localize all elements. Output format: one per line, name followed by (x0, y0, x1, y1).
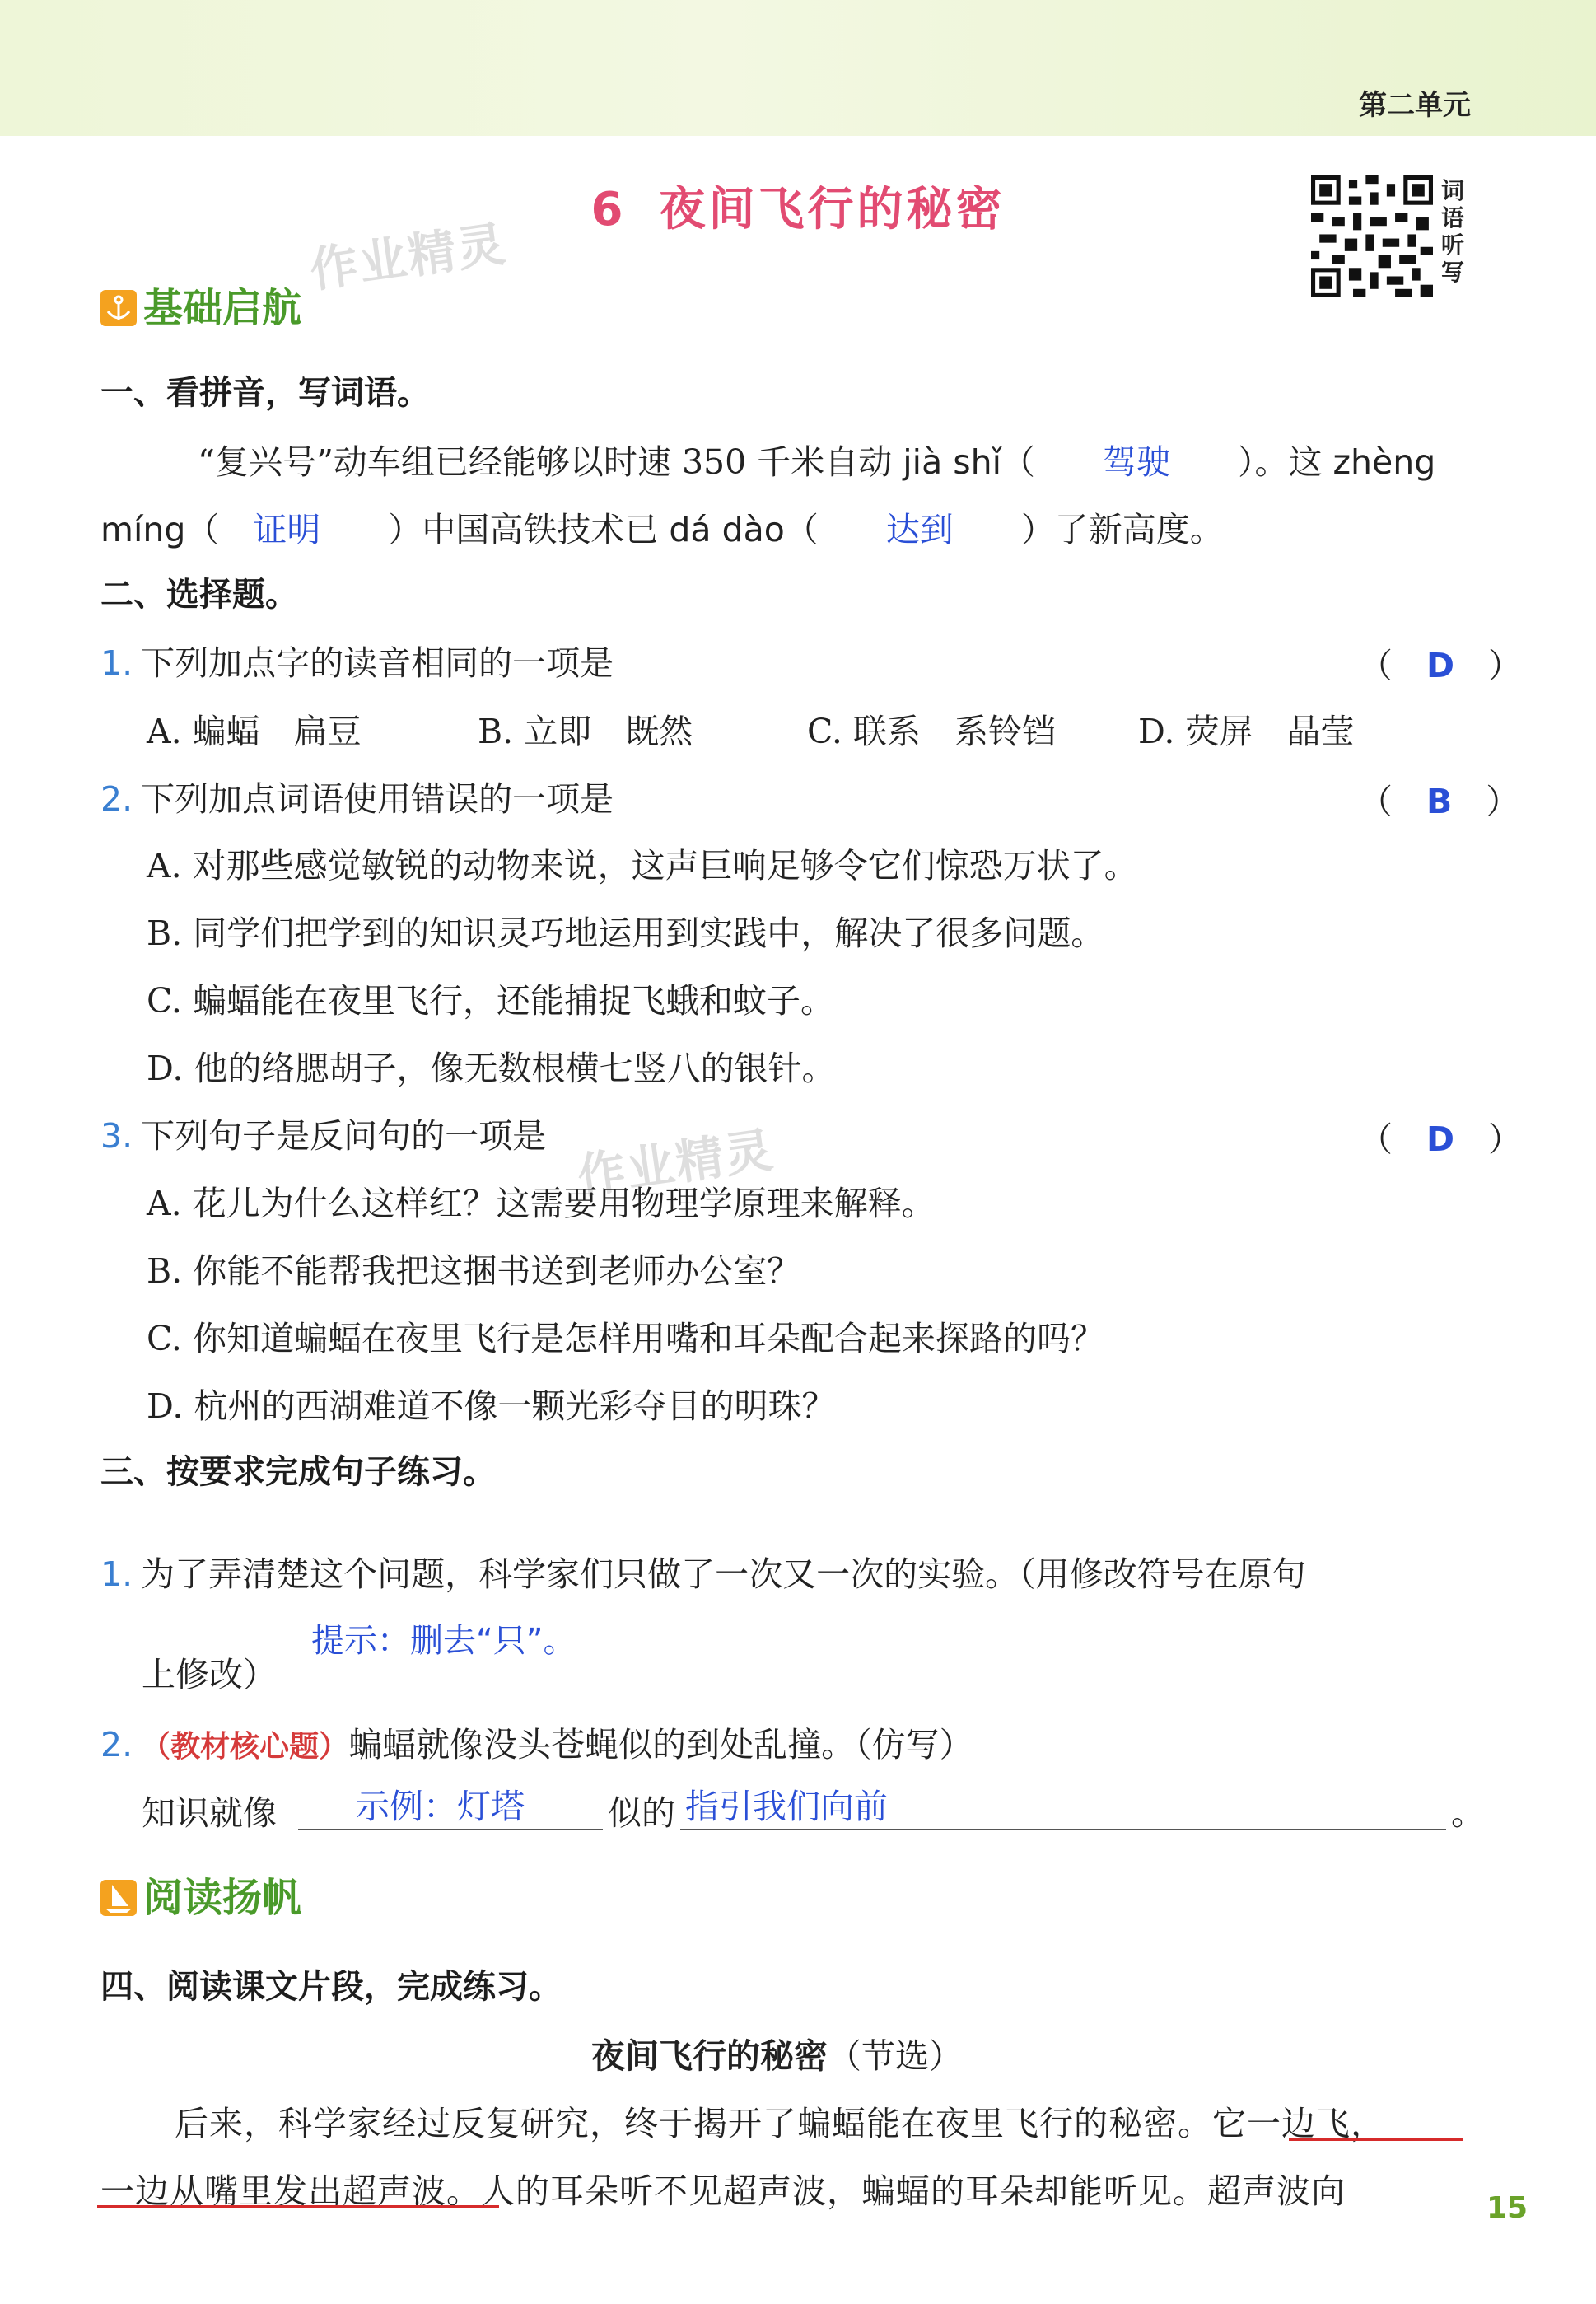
sail-icon (100, 1880, 137, 1916)
q2-1-option-b: B. 立即 既然 (478, 712, 693, 751)
q3-item-1-answer: 提示：删去“只”。 (311, 1622, 576, 1660)
answer-dadao: 达到 (885, 510, 954, 549)
q3-item-2: 2. （教材核心题）蝙蝠就像没头苍蝇似的到处乱撞。（仿写） (100, 1725, 973, 1764)
blank-underline-2 (680, 1829, 1446, 1830)
q3-item-1: 1. 为了弄清楚这个问题，科学家们只做了一次又一次的实验。（用修改符号在原句 (100, 1554, 1306, 1594)
q2-1-option-d: D. 荧屏 晶莹 (1138, 712, 1355, 751)
q3-item-2-end: 。 (1451, 1793, 1485, 1833)
answer-jiashi: 驾驶 (1102, 442, 1170, 482)
q2-item-2-stem: 2. 下列加点词语使用错误的一项是 (100, 779, 614, 819)
q3-item-2-mid: 似的 (608, 1793, 675, 1833)
blank-underline-1 (298, 1829, 603, 1830)
q2-item-1-stem: 1. 下列加点字的读音相同的一项是 (100, 643, 614, 683)
lesson-number: 6 (590, 183, 627, 236)
q3-item-2-blank-1: 示例：灯塔 (356, 1787, 525, 1826)
q3-item-2-blank-2: 指引我们向前 (685, 1787, 888, 1826)
question-4-heading: 四、阅读课文片段，完成练习。 (100, 1968, 562, 2006)
q2-item-3-answer: （ D ） (1359, 1119, 1523, 1159)
question-3-heading: 三、按要求完成句子练习。 (100, 1453, 496, 1491)
q1-line-1: “复兴号”动车组已经能够以时速 350 千米自动 jià shǐ（ 驾驶 ）。这 zhèng (198, 442, 1436, 482)
red-underline-1 (1289, 2138, 1463, 2141)
unit-label: 第二单元 (1359, 89, 1471, 122)
q2-2-option-c: C. 蝙蝠能在夜里飞行，还能捕捉飞蛾和蚊子。 (147, 981, 834, 1021)
question-2-heading: 二、选择题。 (100, 576, 298, 614)
q2-3-option-d: D. 杭州的西湖难道不像一颗光彩夺目的明珠？ (147, 1386, 836, 1426)
q2-item-3-stem: 3. 下列句子是反问句的一项是 (100, 1116, 547, 1156)
q3-item-2-lead: 知识就像 (142, 1793, 277, 1833)
header-banner (0, 0, 1596, 136)
q2-2-option-a: A. 对那些感觉敏锐的动物来说，这声巨响足够令它们惊恐万状了。 (147, 846, 1138, 886)
q2-2-option-d: D. 他的络腮胡子，像无数根横七竖八的银针。 (147, 1049, 836, 1088)
q2-item-1-answer: （ D ） (1359, 646, 1523, 685)
core-question-tag: （教材核心题） (141, 1729, 349, 1764)
watermark: 作业精灵 (574, 1121, 778, 1205)
q2-3-option-c: C. 你知道蝙蝠在夜里飞行是怎样用嘴和耳朵配合起来探路的吗？ (147, 1319, 1104, 1358)
underlined-sentence: 它一边飞， (1212, 2104, 1385, 2143)
passage-line-2: 一边从嘴里发出超声波。人的耳朵听不见超声波，蝙蝠的耳朵却能听见。超声波向 (100, 2171, 1346, 2211)
q2-item-2-answer: （ B ） (1359, 782, 1520, 821)
underlined-sentence: 一边从嘴里发出超声波。 (100, 2171, 481, 2211)
lesson-title-text: 夜间飞行的秘密 (659, 183, 1006, 236)
qr-label: 词 语 听 写 (1441, 177, 1465, 286)
q2-2-option-b: B. 同学们把学到的知识灵巧地运用到实践中，解决了很多问题。 (147, 914, 1105, 953)
section-reading: 阅读扬帆 (100, 1866, 301, 1923)
section-basic: 基础启航 (100, 276, 301, 333)
question-1-heading: 一、看拼音，写词语。 (100, 374, 430, 412)
answer-zhengming: 证明 (253, 510, 321, 549)
passage-line-1: 后来，科学家经过反复研究，终于揭开了蝙蝠能在夜里飞行的秘密。它一边飞， (175, 2104, 1385, 2143)
passage-title: 夜间飞行的秘密（节选） (591, 2036, 963, 2076)
anchor-icon (100, 290, 137, 326)
qr-code-icon[interactable] (1311, 175, 1433, 297)
watermark: 作业精灵 (306, 215, 511, 299)
page-number: 15 (1486, 2191, 1528, 2225)
red-underline-2 (97, 2205, 499, 2208)
q2-3-option-b: B. 你能不能帮我把这捆书送到老师办公室？ (147, 1251, 801, 1291)
q2-3-option-a: A. 花儿为什么这样红？这需要用物理学原理来解释。 (147, 1184, 936, 1223)
q1-line-2: míng（ 证明 ）中国高铁技术已 dá dào（ 达到 ）了新高度。 (100, 510, 1224, 549)
q2-1-option-a: A. 蝙蝠 扁豆 (147, 712, 362, 751)
q3-item-1-continued: 上修改） (142, 1655, 277, 1694)
q2-1-option-c: C. 联系 系铃铛 (807, 712, 1056, 751)
